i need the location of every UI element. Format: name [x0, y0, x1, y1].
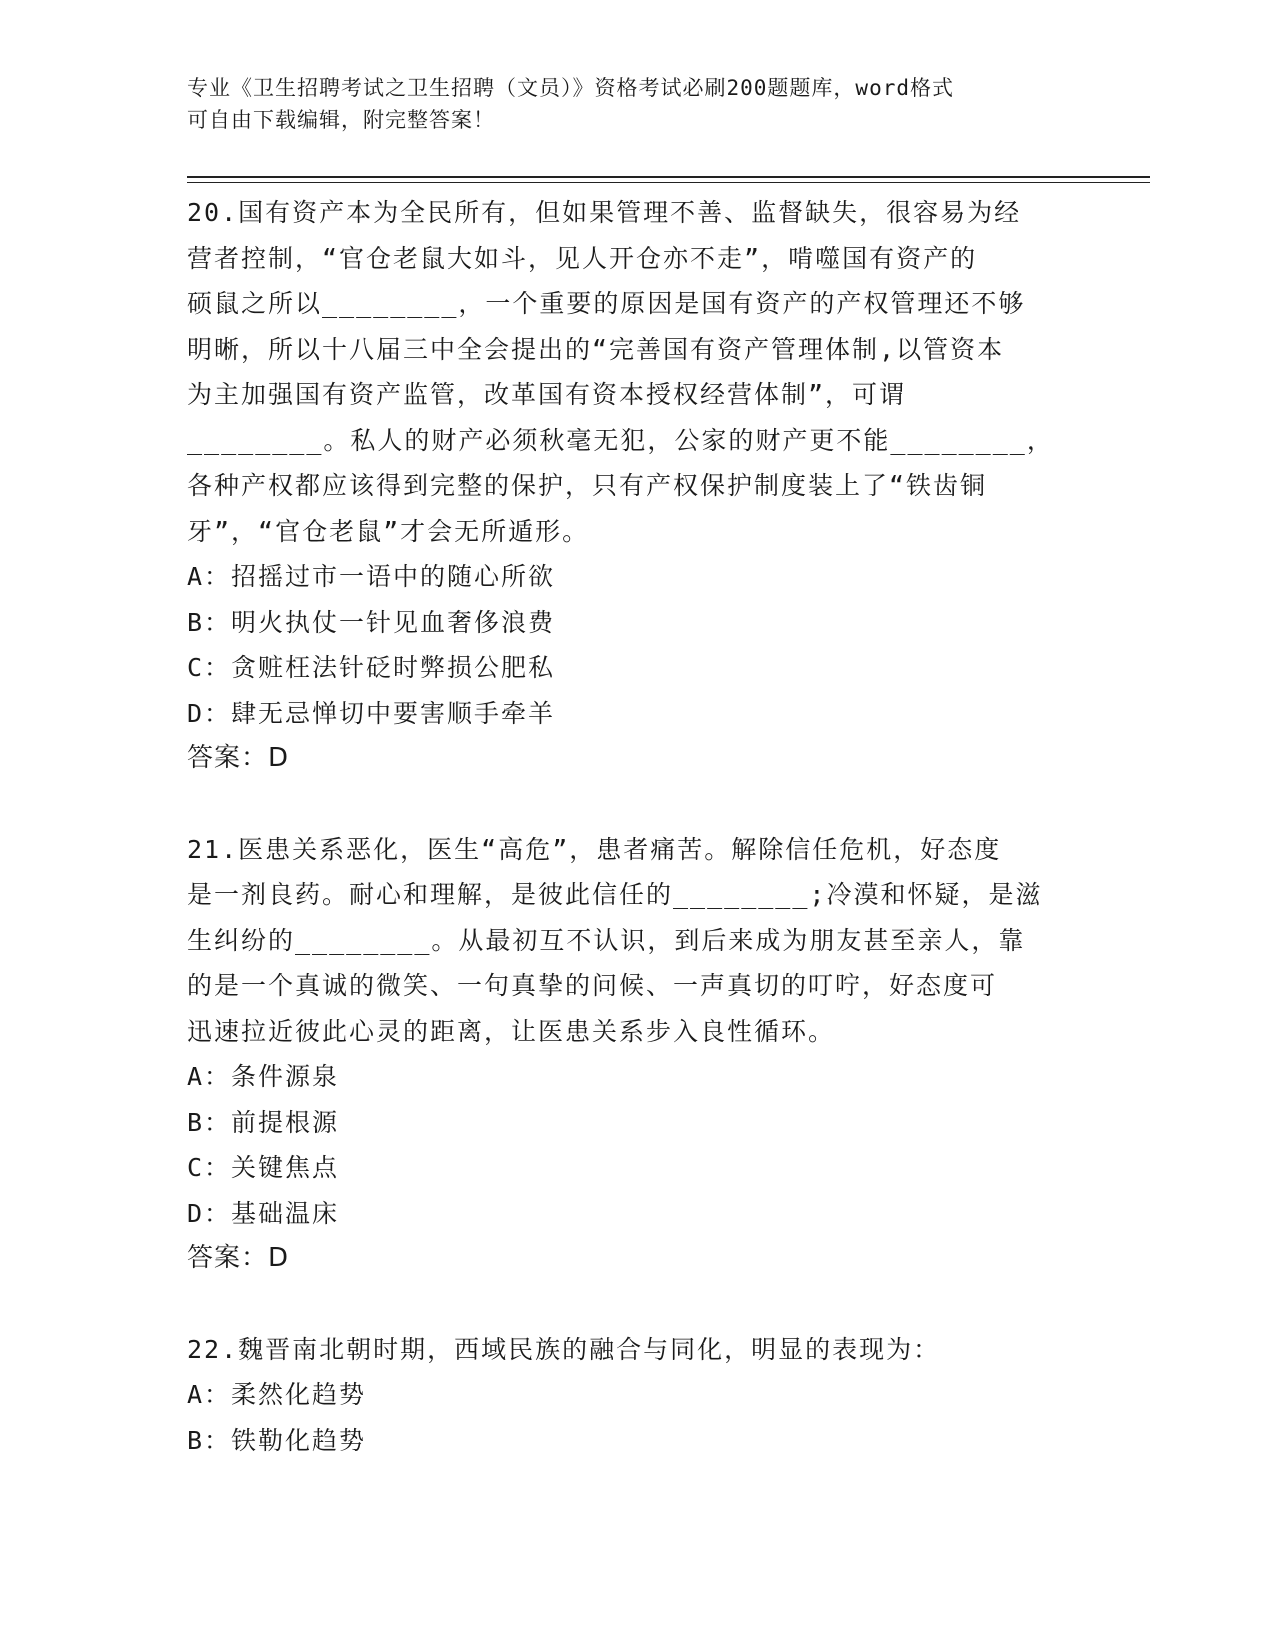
answer-label: 答案：D — [187, 743, 290, 773]
question-text-line: 20.国有资产本为全民所有，但如果管理不善、监督缺失，很容易为经 — [187, 198, 1022, 227]
option-b: B：明火执仗一针见血奢侈浪费 — [187, 607, 556, 637]
question-text-line: 各种产权都应该得到完整的保护，只有产权保护制度装上了“铁齿铜 — [187, 471, 988, 500]
option-b: B：铁勒化趋势 — [187, 1425, 367, 1455]
option-a: A：条件源泉 — [187, 1062, 340, 1091]
question-text-line: 牙”，“官仓老鼠”才会无所遁形。 — [187, 516, 590, 546]
option-b: B：前提根源 — [187, 1107, 340, 1137]
question-text-line: 明晰，所以十八届三中全会提出的“完善国有资产管理体制,以管资本 — [187, 334, 1005, 364]
document-header — [187, 72, 1067, 136]
question-text-line: ________。私人的财产必须秋毫无犯，公家的财产更不能________， — [187, 425, 1054, 455]
header-divider-thick — [187, 176, 1150, 178]
question-text-line: 迅速拉近彼此心灵的距离，让医患关系步入良性循环。 — [187, 1016, 836, 1046]
option-a: A：柔然化趋势 — [187, 1380, 367, 1409]
question-list — [187, 190, 1087, 1463]
header-line-2: 可自由下载编辑，附完整答案！ — [187, 108, 495, 132]
question-text-line: 为主加强国有资产监管，改革国有资本授权经营体制”，可谓 — [187, 380, 907, 409]
answer-label: 答案：D — [187, 1243, 290, 1273]
question-text-line: 硕鼠之所以________，一个重要的原因是国有资产的产权管理还不够 — [187, 289, 1026, 318]
question-text-line: 22.魏晋南北朝时期，西域民族的融合与同化，明显的表现为： — [187, 1334, 941, 1364]
option-c: C：贪赃枉法针砭时弊损公肥私 — [187, 653, 556, 682]
question-text-line: 的是一个真诚的微笑、一句真挚的问候、一声真切的叮咛，好态度可 — [187, 971, 998, 1000]
question-text-line: 21.医患关系恶化，医生“高危”，患者痛苦。解除信任危机，好态度 — [187, 834, 1002, 864]
header-line-1: 专业《卫生招聘考试之卫生招聘（文员）》资格考试必刷200题题库，word格式 — [187, 76, 954, 100]
question-item — [187, 827, 1087, 1282]
question-text-line: 是一剂良药。耐心和理解，是彼此信任的________;冷漠和怀疑，是滋 — [187, 880, 1043, 909]
option-c: C：关键焦点 — [187, 1153, 340, 1182]
question-spacer — [187, 1282, 1087, 1327]
option-d: D：肆无忌惮切中要害顺手牵羊 — [187, 698, 556, 728]
option-d: D：基础温床 — [187, 1198, 340, 1228]
question-spacer — [187, 782, 1087, 827]
question-text-line: 生纠纷的________。从最初互不认识，到后来成为朋友甚至亲人，靠 — [187, 925, 1026, 955]
question-item — [187, 190, 1087, 782]
question-text-line: 营者控制，“官仓老鼠大如斗，见人开仓亦不走”，啃噬国有资产的 — [187, 243, 978, 273]
option-a: A：招摇过市一语中的随心所欲 — [187, 562, 556, 591]
question-item — [187, 1327, 1087, 1464]
header-divider-thin — [187, 182, 1150, 183]
